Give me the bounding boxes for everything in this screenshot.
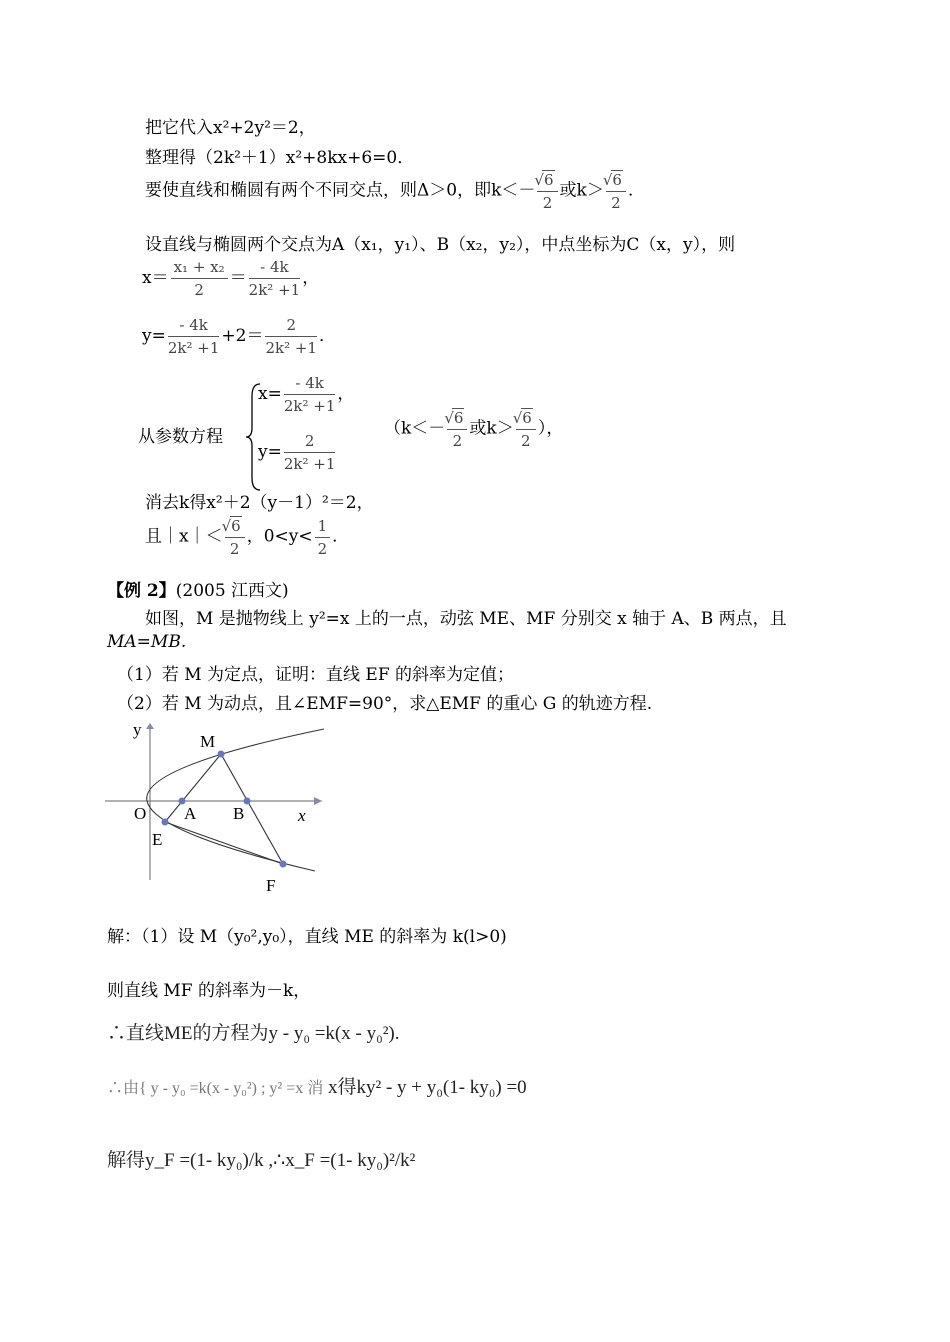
point-F	[280, 861, 287, 868]
text-span: ），	[537, 418, 564, 439]
point-B	[244, 798, 251, 805]
text-span: 或k＞	[469, 418, 514, 439]
fraction	[516, 408, 536, 450]
fraction	[315, 517, 331, 558]
fraction	[168, 316, 220, 357]
label-B: B	[233, 804, 245, 823]
denominator: 2	[521, 432, 531, 450]
denominator: 2k² +1	[283, 455, 336, 473]
numerator: - 4k	[168, 316, 220, 337]
text-line-substitute: 把它代入x²+2y²＝2，	[145, 118, 316, 138]
text-span: ．	[332, 526, 350, 547]
param-condition	[384, 408, 563, 450]
text-span: ，0<y<	[246, 526, 313, 547]
y-axis-arrow	[146, 723, 154, 729]
chord-MF	[221, 754, 283, 864]
denominator: 2	[194, 281, 204, 299]
text-span: x=	[258, 384, 282, 404]
example-problem: 如图，M 是抛物线上 y²=x 上的一点，动弦 ME、MF 分别交 x 轴于 A、B 两点，且	[145, 609, 787, 629]
sqrt: √ 6	[611, 170, 623, 189]
denominator: 2	[611, 194, 621, 212]
param-y-eq	[258, 432, 337, 473]
example-heading	[107, 576, 289, 601]
numerator: - 4k	[249, 258, 301, 279]
sqrt: √ 6	[521, 408, 533, 427]
denominator: 2k² +1	[248, 281, 301, 299]
label-E: E	[152, 830, 163, 849]
fraction	[225, 516, 245, 558]
point-E	[162, 819, 169, 826]
fraction	[447, 408, 467, 450]
fraction	[265, 316, 317, 357]
text-span: x＝	[142, 268, 169, 288]
point-M	[218, 751, 225, 758]
parabola-figure	[100, 715, 340, 900]
parabola-curve	[147, 729, 324, 871]
fraction	[606, 170, 626, 212]
question-1: （1）若 M 为定点，证明：直线 EF 的斜率为定值；	[117, 665, 515, 685]
numerator: 2	[284, 432, 336, 453]
denominator: 2	[317, 539, 328, 558]
param-label: 从参数方程	[138, 427, 223, 447]
text-span: 或k＞	[559, 180, 604, 201]
fraction	[171, 258, 228, 299]
denominator: 2	[229, 540, 240, 558]
label-O: O	[134, 804, 147, 823]
example-problem-cont: MA=MB.	[107, 632, 187, 652]
text-span: x得ky² - y + y₀(1- ky₀) =0	[328, 1077, 527, 1098]
text-span: +2＝	[221, 326, 264, 346]
text-span: ，	[302, 268, 320, 288]
text-line-y-midpoint	[142, 316, 336, 357]
text-span: 要使直线和椭圆有两个不同交点，则Δ＞0，即k＜－	[145, 180, 536, 201]
example-title: 【例 2】	[107, 581, 176, 601]
numerator: x₁ + x₂	[171, 258, 228, 279]
fraction	[537, 170, 557, 212]
example-source: (2005 江西文)	[175, 581, 289, 601]
chord-EF	[165, 822, 283, 864]
label-F: F	[266, 876, 276, 895]
fraction	[249, 258, 301, 299]
x-axis-arrow	[314, 797, 322, 805]
text-line-intersections: 设直线与椭圆两个交点为A（x₁，y₁）、B（x₂，y₂），中点坐标为C（x，y），则	[145, 235, 736, 255]
label-A: A	[184, 804, 197, 823]
numerator: - 4k	[284, 374, 336, 395]
sqrt: √ 6	[542, 170, 554, 189]
sqrt: √ 6	[230, 516, 242, 535]
text-line-discriminant	[145, 170, 645, 212]
param-x-eq: x= $\frac{- 4k}{\text{2k² +1}}$ ，	[258, 374, 355, 415]
question-2: （2）若 M 为动点，且∠EMF=90°，求△EMF 的重心 G 的轨迹方程.	[117, 694, 653, 714]
label-y: y	[133, 720, 142, 739]
fraction	[284, 432, 336, 473]
label-x: x	[298, 806, 306, 825]
text-line-eliminate: 消去k得x²＋2（y－1）²＝2，	[145, 493, 374, 513]
text-span: ．	[627, 180, 645, 201]
denominator: 2k² +1	[265, 339, 317, 357]
text-span: ＝	[229, 268, 247, 288]
fraction	[284, 374, 336, 415]
denominator: 2k² +1	[167, 339, 220, 357]
solution-formula-line: ∴直线ME的方程为y - y₀ =k(x - y₀²).	[107, 1023, 400, 1044]
sqrt: √ 6	[452, 408, 464, 427]
text-span: ．	[318, 326, 336, 346]
denominator: 2	[542, 194, 553, 212]
denominator: 2	[452, 432, 463, 450]
solution-formula-solve: 解得y_F =(1- ky₀)/k ,∴x_F =(1- ky₀)²/k²	[107, 1150, 416, 1171]
numerator: 1	[315, 517, 331, 538]
text-span: y=	[142, 326, 166, 346]
text-line-range	[145, 516, 349, 558]
text-span: ∴由{ y - y₀ =k(x - y₀²) ; y² =x 消	[107, 1080, 324, 1097]
solution-formula-system	[107, 1072, 527, 1099]
denominator: 2k² +1	[283, 397, 336, 415]
text-line-simplify: 整理得（2k²＋1）x²+8kx+6=0．	[145, 148, 415, 168]
label-M: M	[200, 732, 216, 751]
text-span: 且｜x｜＜	[145, 526, 223, 547]
text-span: y=	[258, 442, 282, 462]
solution-step-1: 解：（1）设 M（y₀²,y₀），直线 ME 的斜率为 k(l>0)	[107, 927, 507, 947]
text-span: （k＜－	[384, 418, 446, 439]
solution-step-2: 则直线 MF 的斜率为－k，	[107, 981, 311, 1001]
text-line-x-midpoint	[142, 258, 319, 299]
numerator: 2	[265, 316, 317, 337]
